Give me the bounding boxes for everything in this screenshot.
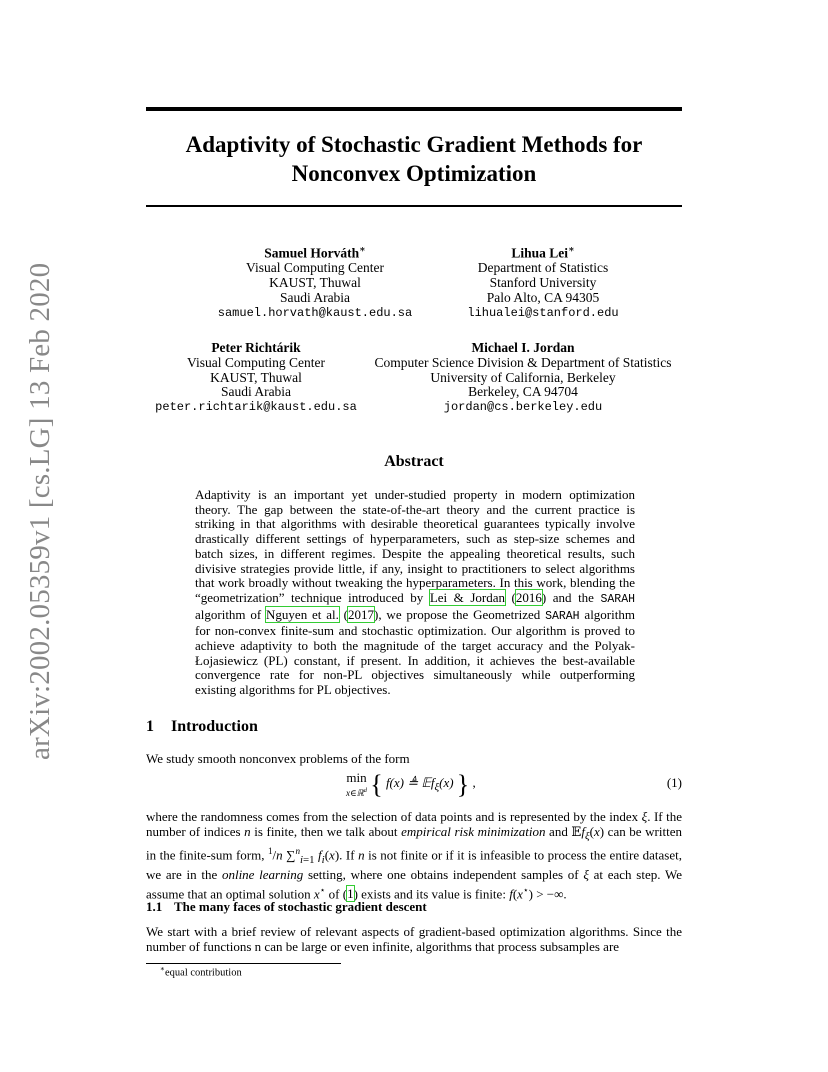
author-affiliation: Stanford University bbox=[489, 275, 597, 291]
author-block-4 bbox=[370, 341, 676, 415]
author-affiliation: KAUST, Thuwal bbox=[269, 275, 361, 291]
abstract-text: Adaptivity is an important yet under-studied property in modern optimization theory. The gap between the state-of-the-art theory and the current practice is striking in that algorithms with desirable theoretical guarantees typically involve drastically different settings of hyperparameters, such as step-size schemes and batch sizes, in different regimes. Despite the appealing theoretical results, such divisive strategies provide little, if any, insight to practitioners to select algorithms that work broadly without tweaking the hyperparameters. In this work, blending the “geometrization” technique introduced by Lei & Jordan (2016) and the SARAH algorithm of Nguyen et al. (2017), we propose the Geometrized SARAH algorithm for non-convex finite-sum and stochastic optimization. Our algorithm is proved to achieve adaptivity to both the magnitude of the target accuracy and the Polyak-Łojasiewicz (PL) constant, if present. In addition, it achieves the best-available convergence rate for non-PL objectives simultaneously while outperforming existing algorithms for PL objectives. bbox=[195, 487, 636, 698]
author-block-2 bbox=[420, 243, 666, 320]
author-affiliation: Berkeley, CA 94704 bbox=[468, 384, 578, 400]
author-name: Michael I. Jordan bbox=[471, 340, 575, 355]
arxiv-stamp: arXiv:2002.05359v1 [cs.LG] 13 Feb 2020 bbox=[23, 262, 56, 760]
intro-paragraph-1: We study smooth nonconvex problems of the form bbox=[146, 751, 410, 766]
abstract-heading: Abstract bbox=[384, 453, 444, 470]
subsection-heading: 1.1 The many faces of stochastic gradient descent bbox=[146, 899, 427, 914]
citation-link[interactable]: 2017 bbox=[348, 606, 375, 622]
author-affiliation: Palo Alto, CA 94305 bbox=[486, 289, 600, 305]
author-email[interactable]: samuel.horvath@kaust.edu.sa bbox=[217, 305, 413, 320]
equation-body: min x∈ℝ$^d$ { f(x) ≜ 𝔼f$_\xi$(x) } , bbox=[346, 770, 476, 799]
author-block-3 bbox=[146, 341, 366, 415]
author-affiliation: Visual Computing Center bbox=[187, 354, 325, 370]
equation-number: (1) bbox=[666, 775, 682, 790]
equation-1 bbox=[146, 770, 682, 806]
author-email[interactable]: jordan@cs.berkeley.edu bbox=[443, 400, 603, 415]
section-heading: 1 Introduction bbox=[146, 718, 258, 735]
author-name: Peter Richtárik bbox=[211, 340, 301, 355]
author-affiliation: Computer Science Division & Department of Statistics bbox=[374, 354, 672, 370]
author-name: Lihua Lei∗ bbox=[511, 245, 575, 261]
author-email[interactable]: peter.richtarik@kaust.edu.sa bbox=[155, 400, 357, 415]
author-block-1 bbox=[190, 243, 440, 320]
title-line-1: Adaptivity of Stochastic Gradient Methods for bbox=[185, 132, 643, 157]
subsection-paragraph: We start with a brief review of relevant aspects of gradient-based optimization algorithms. Since the number of functions n can be large or even infinite, algorithms that process subsamples are bbox=[146, 924, 682, 954]
author-affiliation: KAUST, Thuwal bbox=[210, 369, 302, 385]
citation-link[interactable]: Nguyen et al. bbox=[266, 606, 339, 622]
title-bottom-rule bbox=[146, 205, 682, 207]
author-name: Samuel Horváth∗ bbox=[264, 245, 366, 261]
author-affiliation: University of California, Berkeley bbox=[430, 369, 616, 385]
author-affiliation: Department of Statistics bbox=[477, 260, 609, 276]
author-affiliation: Visual Computing Center bbox=[246, 260, 384, 276]
author-affiliation: Saudi Arabia bbox=[220, 384, 292, 400]
citation-link[interactable]: Lei & Jordan bbox=[429, 589, 505, 605]
author-email[interactable]: lihualei@stanford.edu bbox=[467, 305, 619, 320]
title-top-rule bbox=[146, 107, 682, 111]
paper-title bbox=[146, 130, 682, 188]
footnote: ∗equal contribution bbox=[160, 964, 242, 979]
author-affiliation: Saudi Arabia bbox=[279, 289, 351, 305]
citation-link[interactable]: 2016 bbox=[515, 589, 542, 605]
title-line-2: Nonconvex Optimization bbox=[291, 161, 537, 186]
intro-paragraph-2: where the randomness comes from the selection of data points and is represented by the index ξ. If the number of indices n is finite, then we talk about empirical risk minimization and 𝔼f$_\xi$(x) can be written in the finite-sum form, $^1$/n ∑$^n_{i=1}$ $f_i(x)$. If n is not finite or if it is infeasible to process the entire dataset, we are in the online learning setting, where one obtains independent samples of ξ at each step. We assume that an optimal solution x⋆ of (1) exists and its value is finite: f(x⋆) > −∞. bbox=[146, 809, 683, 902]
equation-ref-link[interactable]: 1 bbox=[347, 886, 354, 902]
